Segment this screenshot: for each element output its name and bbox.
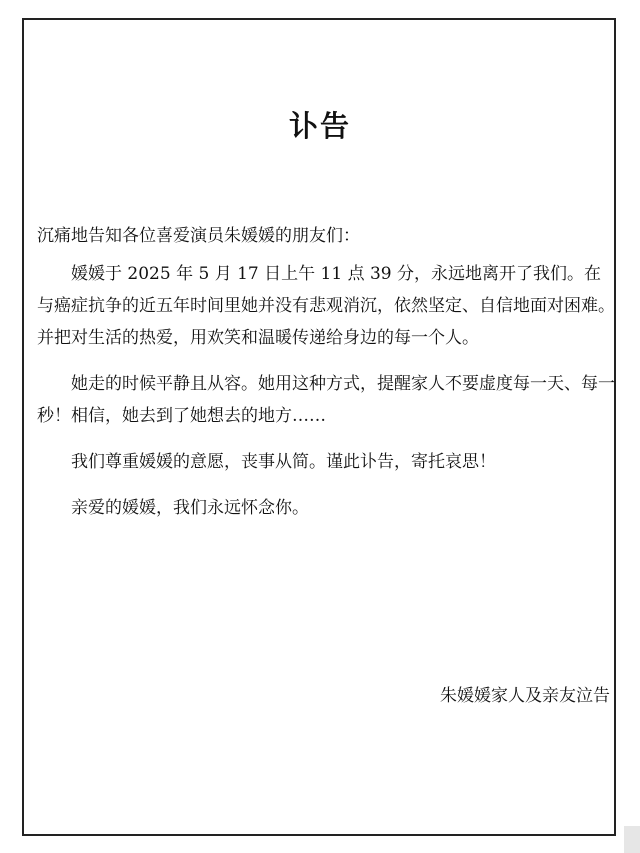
salutation: 沉痛地告知各位喜爱演员朱媛媛的朋友们： <box>37 226 360 246</box>
paragraph-1: 媛媛于 2025 年 5 月 17 日上午 11 点 39 分，永远地离开了我们。在与癌症抗争的近五年时间里她并没有悲观消沉，依然坚定、自信地面对困难。并把对生活的热爱，用欢笑和温暖传递给身边的每一个人。 <box>37 264 615 348</box>
paragraph-4: 亲爱的媛媛，我们永远怀念你。 <box>71 498 309 518</box>
paragraph-2: 她走的时候平静且从容。她用这种方式，提醒家人不要虚度每一天、每一秒！相信，她去到了她想去的地方…… <box>37 374 615 426</box>
document-title: 讣告 <box>288 109 351 143</box>
document-body <box>37 220 615 538</box>
edge-fragment <box>624 826 640 853</box>
paragraph-3: 我们尊重媛媛的意愿，丧事从简。谨此讣告，寄托哀思！ <box>71 452 496 472</box>
signature: 朱媛媛家人及亲友泣告 <box>440 686 610 706</box>
